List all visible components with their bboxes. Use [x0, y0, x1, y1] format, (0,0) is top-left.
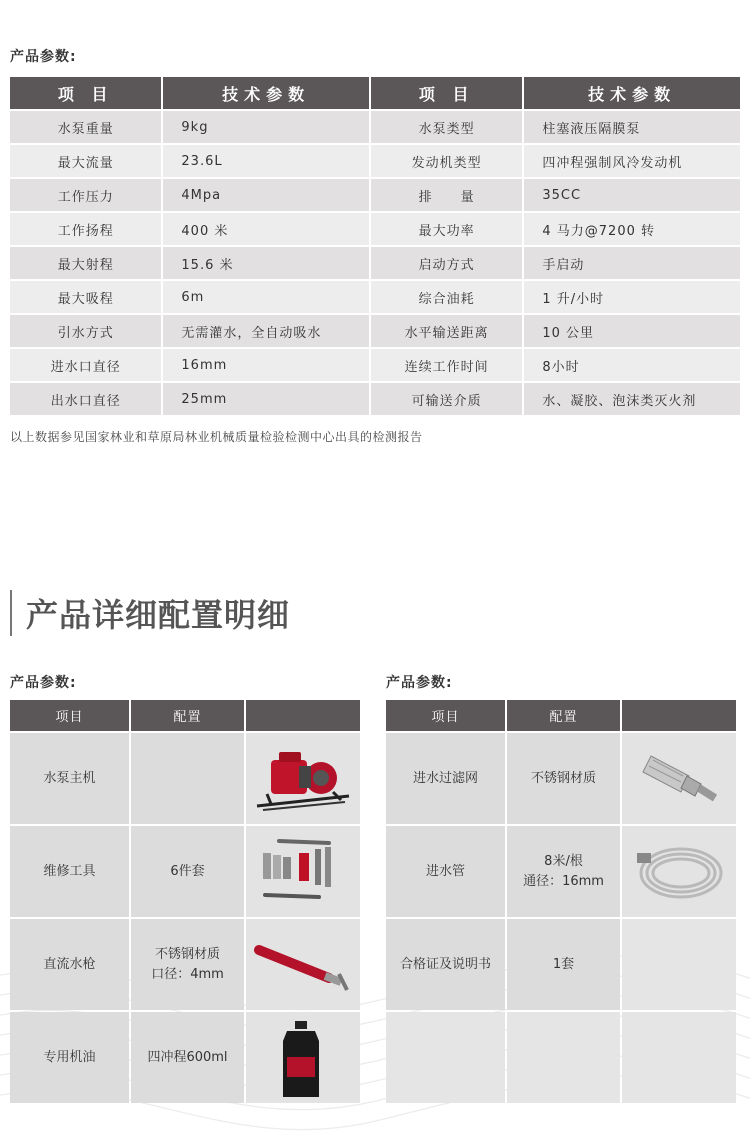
spec-cell-item: 排 量 [371, 179, 522, 211]
spec-cell-item: 水泵类型 [371, 111, 522, 143]
table-row [10, 281, 740, 313]
config-value-line: 6件套 [170, 863, 205, 879]
hose-image [622, 826, 736, 917]
config-value [131, 1012, 244, 1103]
config-value [131, 733, 244, 824]
spec-header-row [10, 77, 740, 109]
config-header-config: 配置 [131, 700, 244, 731]
spec-header-param: 技术参数 [163, 77, 369, 109]
spec-cell-value: 无需灌水，全自动吸水 [163, 315, 369, 347]
page-title: 产品详细配置明细 [26, 596, 291, 634]
config-value [507, 1012, 620, 1103]
spec-cell-value: 23.6L [163, 145, 369, 177]
config-item [386, 1012, 505, 1103]
spec-cell-value: 水、凝胶、泡沫类灭火剂 [524, 383, 740, 415]
config-value-line: 不锈钢材质 [530, 770, 596, 786]
spec-cell-value: 15.6 米 [163, 247, 369, 279]
config-item: 维修工具 [10, 826, 129, 917]
spec-cell-item: 启动方式 [371, 247, 522, 279]
spec-cell-value: 400 米 [163, 213, 369, 245]
table-row [10, 383, 740, 415]
spec-cell-item: 水平输送距离 [371, 315, 522, 347]
spec-cell-value: 四冲程强制风冷发动机 [524, 145, 740, 177]
table-row [10, 213, 740, 245]
config-item: 专用机油 [10, 1012, 129, 1103]
table-row [10, 826, 360, 917]
spec-cell-item: 最大功率 [371, 213, 522, 245]
filter-image [622, 733, 736, 824]
config-item: 水泵主机 [10, 733, 129, 824]
spec-cell-value: 10 公里 [524, 315, 740, 347]
spec-cell-value: 4Mpa [163, 179, 369, 211]
spec-header-item: 项 目 [371, 77, 522, 109]
table-row [10, 111, 740, 143]
spec-cell-item: 引水方式 [10, 315, 161, 347]
config-value [507, 733, 620, 824]
config-header-row [386, 700, 736, 731]
table-row [386, 733, 736, 824]
table-row [386, 919, 736, 1010]
config-right-label: 产品参数: [386, 675, 453, 691]
tool-set-image [246, 826, 360, 917]
config-header-image [622, 700, 736, 731]
config-item: 合格证及说明书 [386, 919, 505, 1010]
spec-cell-item: 综合油耗 [371, 281, 522, 313]
spec-section-label: 产品参数: [10, 49, 77, 65]
oil-bottle-image [246, 1012, 360, 1103]
config-header-item: 项目 [10, 700, 129, 731]
config-value-line: 8米/根 [544, 853, 583, 869]
spec-cell-item: 最大吸程 [10, 281, 161, 313]
config-table-left [8, 698, 362, 1105]
empty-image-cell [622, 919, 736, 1010]
config-value-line: 不锈钢材质 [154, 946, 220, 962]
spec-cell-item: 出水口直径 [10, 383, 161, 415]
spec-cell-value: 6m [163, 281, 369, 313]
config-value-line-2: 口径：4mm [151, 966, 224, 982]
spec-cell-value: 25mm [163, 383, 369, 415]
table-row [386, 1012, 736, 1103]
spec-cell-item: 工作扬程 [10, 213, 161, 245]
config-item: 进水过滤网 [386, 733, 505, 824]
spec-cell-item: 水泵重量 [10, 111, 161, 143]
table-row [10, 919, 360, 1010]
spec-cell-item: 可输送介质 [371, 383, 522, 415]
config-header-row [10, 700, 360, 731]
spec-header-item: 项 目 [10, 77, 161, 109]
spec-cell-value: 手启动 [524, 247, 740, 279]
config-value [131, 919, 244, 1010]
water-gun-image [246, 919, 360, 1010]
spec-cell-value: 1 升/小时 [524, 281, 740, 313]
spec-cell-value: 35CC [524, 179, 740, 211]
title-accent-bar [10, 590, 12, 636]
spec-cell-item: 发动机类型 [371, 145, 522, 177]
table-row [10, 145, 740, 177]
spec-cell-value: 9kg [163, 111, 369, 143]
table-row [10, 315, 740, 347]
config-value-line: 四冲程600ml [147, 1049, 228, 1065]
config-left-label: 产品参数: [10, 675, 77, 691]
spec-footnote: 以上数据参见国家林业和草原局林业机械质量检验检测中心出具的检测报告 [10, 430, 423, 444]
spec-cell-item: 最大射程 [10, 247, 161, 279]
config-item: 进水管 [386, 826, 505, 917]
config-table-right [384, 698, 738, 1105]
spec-cell-value: 4 马力@7200 转 [524, 213, 740, 245]
config-item: 直流水枪 [10, 919, 129, 1010]
table-row [10, 1012, 360, 1103]
spec-cell-value: 柱塞液压隔膜泵 [524, 111, 740, 143]
config-value-line-2: 通径：16mm [523, 873, 604, 889]
spec-table [8, 75, 742, 417]
config-header-image [246, 700, 360, 731]
empty-image-cell [622, 1012, 736, 1103]
spec-header-param: 技术参数 [524, 77, 740, 109]
table-row [386, 826, 736, 917]
config-value [507, 826, 620, 917]
table-row [10, 179, 740, 211]
spec-cell-value: 8小时 [524, 349, 740, 381]
config-value-line: 1套 [552, 956, 575, 972]
config-value [131, 826, 244, 917]
spec-cell-item: 最大流量 [10, 145, 161, 177]
spec-cell-item: 进水口直径 [10, 349, 161, 381]
spec-cell-item: 连续工作时间 [371, 349, 522, 381]
table-row [10, 349, 740, 381]
spec-cell-value: 16mm [163, 349, 369, 381]
config-header-item: 项目 [386, 700, 505, 731]
config-value [507, 919, 620, 1010]
config-header-config: 配置 [507, 700, 620, 731]
table-row [10, 733, 360, 824]
pump-unit-image [246, 733, 360, 824]
spec-cell-item: 工作压力 [10, 179, 161, 211]
config-title-block [10, 590, 290, 636]
table-row [10, 247, 740, 279]
